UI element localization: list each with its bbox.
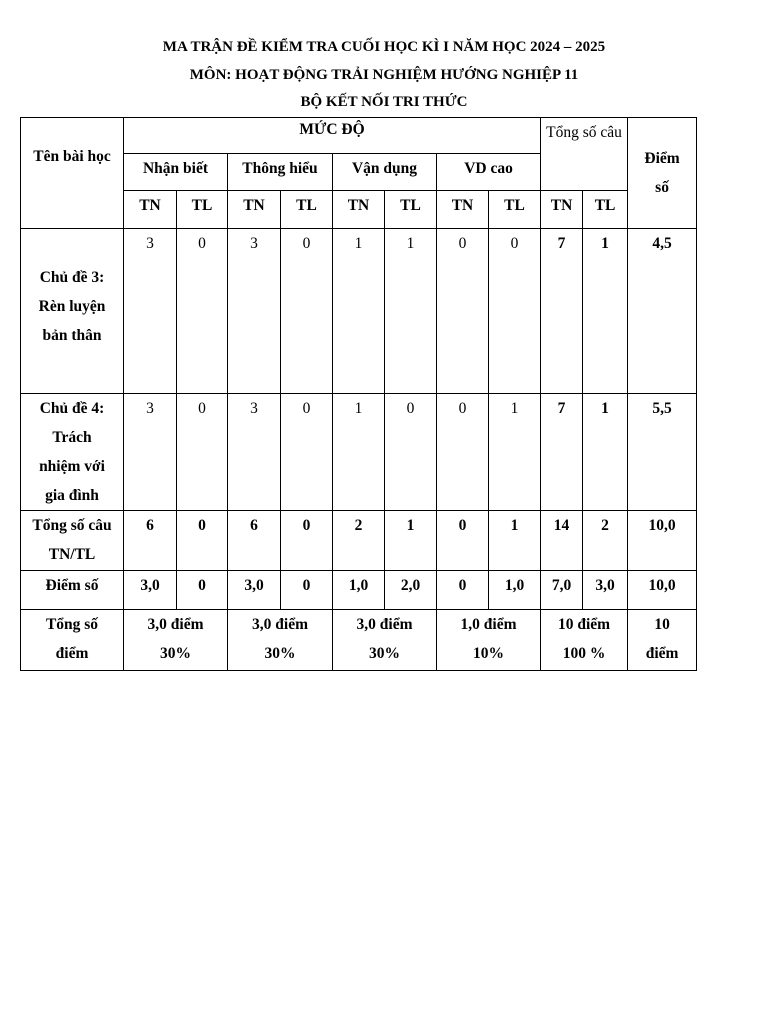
cell-value: 0 [281,511,333,571]
percent: 30% [264,645,296,662]
cell-value: 3,0 [124,571,177,610]
type-tn: TN [228,191,281,229]
level-total-score [437,610,541,671]
sum-row [21,511,697,571]
lesson-name-line: bản thân [42,327,102,344]
total-tn: 7 [541,394,583,511]
percent: 30% [369,645,400,662]
cell-value: 1 [333,394,385,511]
type-tn: TN [541,191,583,229]
document-title: MA TRẬN ĐỀ KIỂM TRA CUỐI HỌC KÌ I NĂM HỌC 2024 – 2025 [162,39,606,55]
score-line: 10 [654,616,670,633]
cell-value: 1 [489,511,541,571]
level-total-score [333,610,437,671]
cell-value: 0 [437,229,489,394]
label-line: Tổng số câu [32,517,112,534]
level-header: MỨC ĐỘ [124,118,541,154]
total-questions-header: Tổng số câu [541,118,628,191]
type-tl: TL [281,191,333,229]
cell-value: 3 [228,394,281,511]
level-recognize: Nhận biết [124,154,228,191]
cell-value: 2,0 [385,571,437,610]
lesson-name-line: Chủ đề 4: [39,400,105,417]
level-high-apply: VD cao [437,154,541,191]
lesson-name [21,229,124,394]
score-header: Điểm số [628,118,697,229]
cell-value: 1 [333,229,385,394]
points: 3,0 điểm [252,616,308,633]
cell-value: 2 [333,511,385,571]
total-tn: 7,0 [541,571,583,610]
row-score: 4,5 [628,229,697,394]
cell-value: 3,0 [228,571,281,610]
type-tn: TN [124,191,177,229]
cell-value: 3 [124,229,177,394]
cell-value: 0 [281,394,333,511]
cell-value: 1,0 [333,571,385,610]
points: 3,0 điểm [147,616,204,633]
level-total-score [228,610,333,671]
subject-title: MÔN: HOẠT ĐỘNG TRẢI NGHIỆM HƯỚNG NGHIỆP 11 [189,67,579,83]
total-tl: 3,0 [583,571,628,610]
total-score-row [21,610,697,671]
table-row [21,394,697,511]
final-score [628,610,697,671]
cell-value: 1 [489,394,541,511]
level-understand: Thông hiểu [228,154,333,191]
row-score: 5,5 [628,394,697,511]
assessment-matrix-table [20,117,697,671]
score-row [21,571,697,610]
label-line: TN/TL [48,546,96,563]
score-line: điểm [645,645,679,662]
cell-value: 0 [177,571,228,610]
cell-value: 0 [437,394,489,511]
cell-value: 1 [385,511,437,571]
type-tl: TL [385,191,437,229]
cell-value: 6 [124,511,177,571]
cell-value: 0 [177,394,228,511]
lesson-name-line: gia đình [45,487,99,504]
score-row-label: Điểm số [21,571,124,610]
grand-total-score [541,610,628,671]
cell-value: 0 [437,511,489,571]
lesson-name [21,394,124,511]
cell-value: 6 [228,511,281,571]
row-score: 10,0 [628,511,697,571]
cell-value: 0 [489,229,541,394]
type-tl: TL [177,191,228,229]
cell-value: 1,0 [489,571,541,610]
cell-value: 0 [281,571,333,610]
level-apply: Vận dụng [333,154,437,191]
percent: 30% [160,645,191,662]
total-tl: 2 [583,511,628,571]
percent: 10% [473,645,505,662]
total-tn: 7 [541,229,583,394]
cell-value: 3 [124,394,177,511]
total-tl: 1 [583,394,628,511]
cell-value: 0 [177,511,228,571]
cell-value: 0 [437,571,489,610]
type-tn: TN [333,191,385,229]
row-score: 10,0 [628,571,697,610]
lesson-name-line: Trách [52,429,92,446]
total-score-label [21,610,124,671]
lesson-name-line: Rèn luyện [38,298,106,315]
points: 3,0 điểm [356,616,413,633]
level-total-score [124,610,228,671]
cell-value: 1 [385,229,437,394]
type-tl: TL [489,191,541,229]
cell-value: 3 [228,229,281,394]
cell-value: 0 [281,229,333,394]
cell-value: 0 [177,229,228,394]
type-tn: TN [437,191,489,229]
label-line: Tổng số [45,616,99,633]
type-tl: TL [583,191,628,229]
book-series-title: BỘ KẾT NỐI TRI THỨC [300,94,468,110]
total-tn: 14 [541,511,583,571]
header-row-level [21,118,697,154]
label-line: điểm [55,645,89,662]
table-row [21,229,697,394]
total-tl: 1 [583,229,628,394]
points: 1,0 điểm [460,616,517,633]
percent: 100 % [562,645,606,662]
lesson-name-line: Chủ đề 3: [39,269,105,286]
lesson-name-line: nhiệm với [39,458,105,475]
points: 10 điểm [558,616,611,633]
sum-row-label [21,511,124,571]
lesson-name-header: Tên bài học [21,118,124,229]
cell-value: 0 [385,394,437,511]
